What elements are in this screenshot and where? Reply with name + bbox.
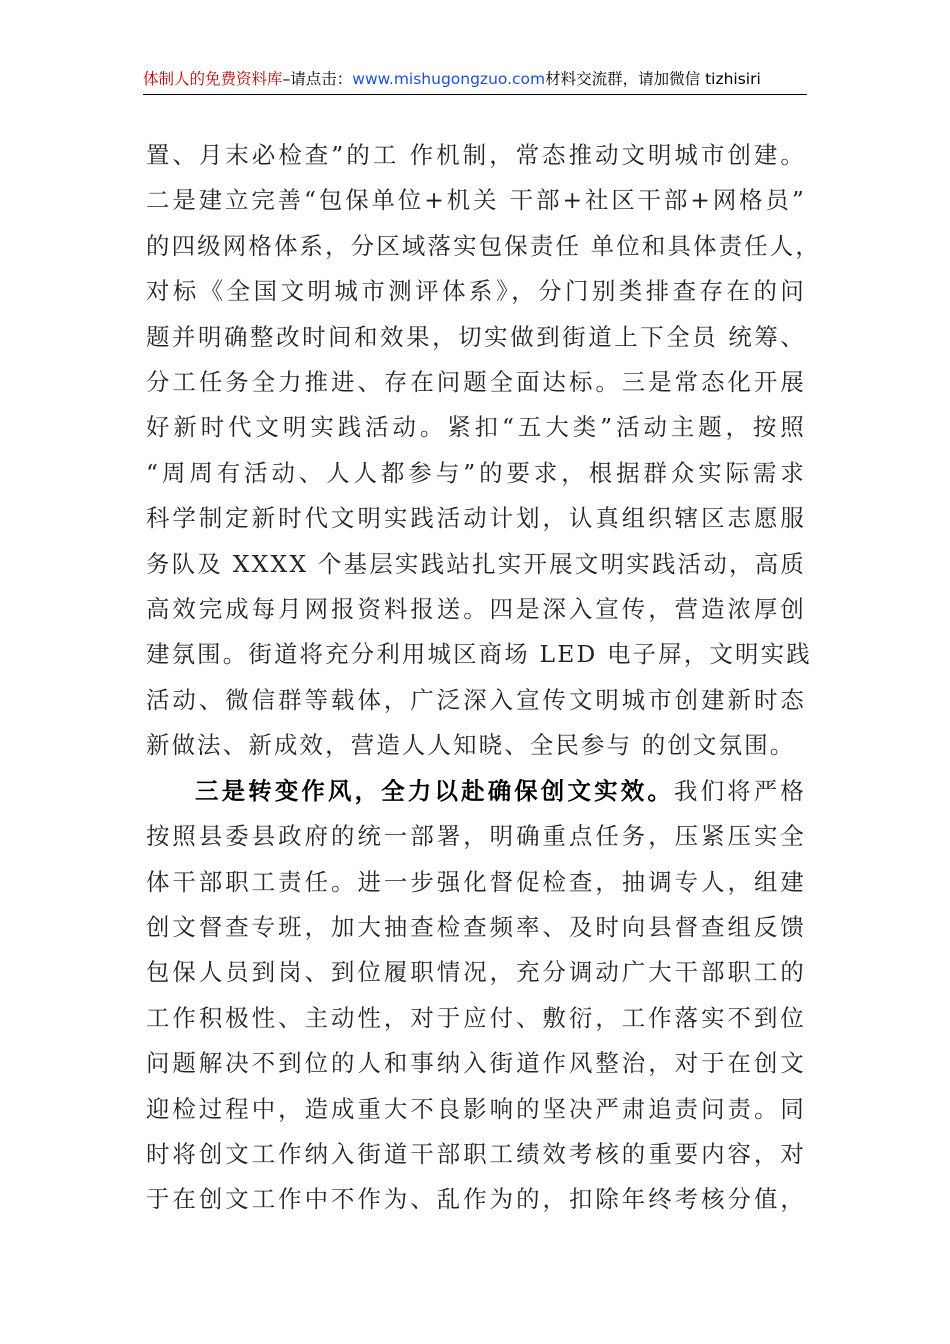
text-line: 问题解决不到位的人和事纳入街道作风整治，对于在创文 [146,1049,806,1078]
text-line: 体干部职工责任。进一步强化督促检查，抽调专人，组建 [146,867,806,896]
text-line: 二是建立完善“包保单位+机关 干部+社区干部+网格员” [146,186,806,215]
header-prompt: –请点击： [282,70,353,88]
header-url-link[interactable]: www.mishugongzuo.com [352,70,546,88]
header-brand: 体制人的免费资料库 [143,70,283,88]
header-contact-text: 材料交流群，请加微信 tizhisiri [545,70,761,88]
document-body [146,133,821,1223]
text-line: 创文督查专班，加大抽查检查频率、及时向县督查组反馈 [146,912,806,941]
text-line: 按照县委县政府的统一部署，明确重点任务，压紧压实全 [146,822,806,851]
text-line: 好新时代文明实践活动。紧扣“五大类”活动主题，按照 [146,413,806,442]
text-line: 分工任务全力推进、存在问题全面达标。三是常态化开展 [146,368,806,397]
text-line: 科学制定新时代文明实践活动计划，认真组织辖区志愿服 [146,504,806,533]
text-line: 务队及 XXXX 个基层实践站扎实开展文明实践活动，高质 [146,549,806,578]
text-line: 于在创文工作中不作为、乱作为的，扣除年终考核分值， [146,1185,806,1214]
text-line: 迎检过程中，造成重大不良影响的坚决严肃追责问责。同 [146,1094,806,1123]
text-line: 的四级网格体系，分区域落实包保责任 单位和具体责任人， [146,231,821,260]
paragraph-1 [146,133,821,769]
text-line: 题并明确整改时间和效果，切实做到街道上下全员 统筹、 [146,322,806,351]
text-line: 置、月末必检查”的工 作机制，常态推动文明城市创建。 [146,141,806,169]
text-line: 对标《全国文明城市测评体系》，分门别类排查存在的问 [146,277,806,306]
text-line: 包保人员到岗、到位履职情况，充分调动广大干部职工的 [146,958,806,987]
text-line-first [146,769,806,814]
text-line: 工作积极性、主动性，对于应付、敷衍，工作落实不到位 [146,1003,806,1032]
paragraph-heading-rest: 我们将严格 [673,776,806,805]
page-header-banner [143,64,807,95]
text-line: 高效完成每月网报资料报送。四是深入宣传，营造浓厚创 [146,595,806,624]
text-line: 活动、微信群等载体，广泛深入宣传文明城市创建新时态 [146,685,806,714]
text-line: 建氛围。街道将充分利用城区商场 LED 电子屏，文明实践 [146,640,812,669]
text-line: “周周有活动、人人都参与”的要求，根据群众实际需求 [146,458,806,487]
text-line: 时将创文工作纳入街道干部职工绩效考核的重要内容，对 [146,1139,806,1168]
text-line: 新做法、新成效，营造人人知晓、全民参与 的创文氛围。 [146,731,796,760]
paragraph-heading: 三是转变作风，全力以赴确保创文实效。 [195,776,674,805]
paragraph-2 [146,769,806,1223]
